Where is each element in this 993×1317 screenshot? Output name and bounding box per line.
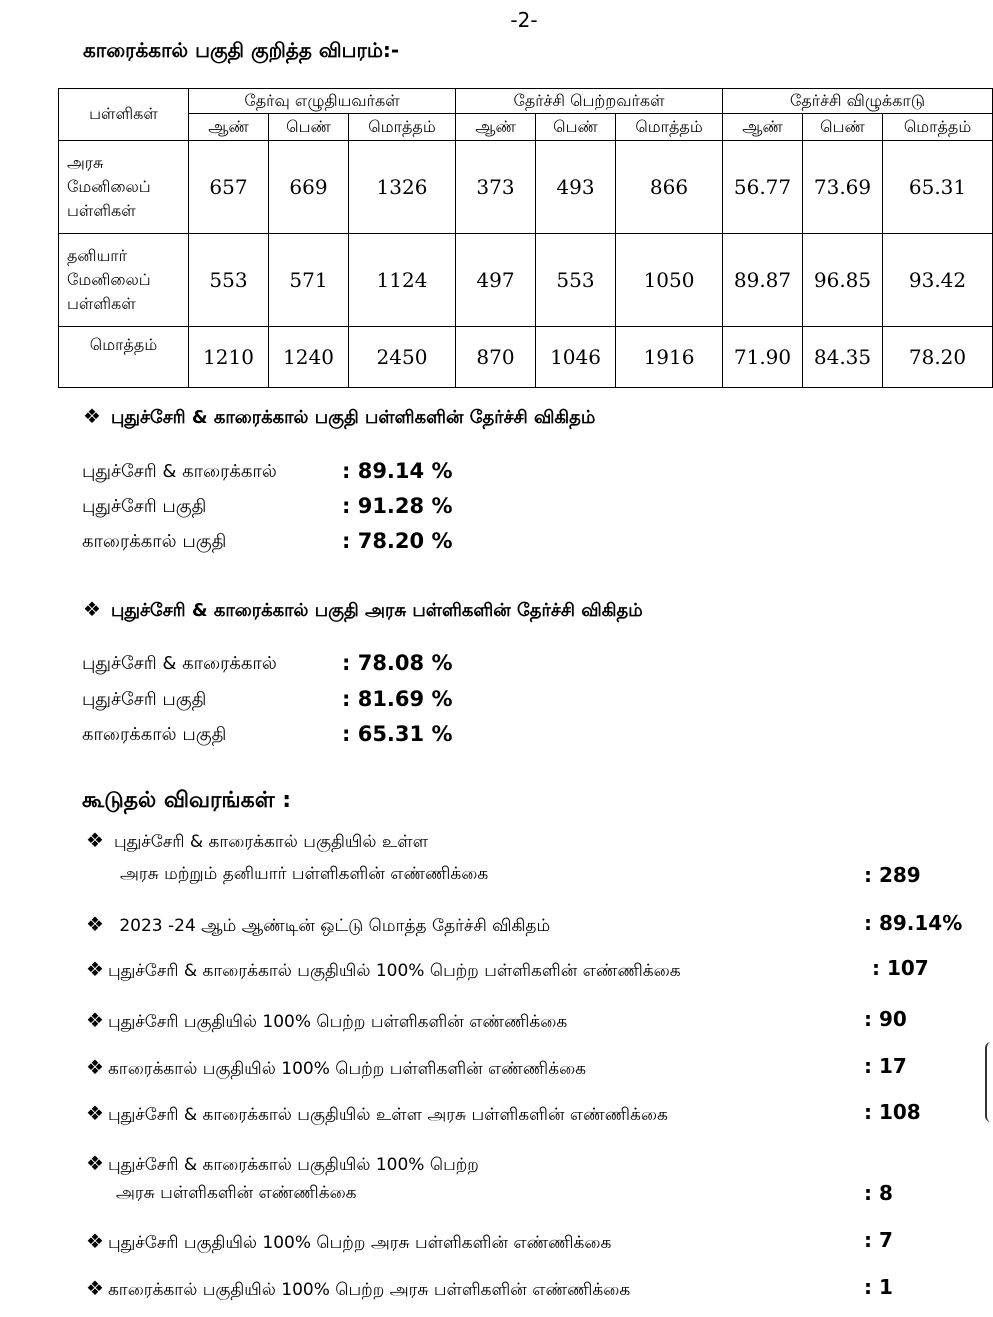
- detail-item: [86, 912, 550, 938]
- table-cell: 56.77: [723, 141, 803, 234]
- detail-text: புதுச்சேரி பகுதியில் 100% பெற்ற பள்ளிகளின் எண்ணிக்கை: [107, 1012, 568, 1032]
- detail-item: [86, 957, 681, 983]
- detail-value: : 289: [864, 863, 921, 887]
- detail-item: [86, 1008, 567, 1034]
- detail-text: 2023 -24 ஆம் ஆண்டின் ஒட்டு மொத்த தேர்ச்சி விகிதம்: [113, 916, 551, 936]
- rate-label: காரைக்கால் பகுதி: [82, 531, 227, 552]
- table-cell: 571: [269, 234, 349, 327]
- group-header-pass-percentage: தேர்ச்சி விழுக்காடு: [723, 89, 993, 114]
- diamond-bullet-icon: ❖: [86, 912, 104, 936]
- row-label-total: மொத்தம்: [59, 327, 189, 388]
- detail-item: [86, 1229, 611, 1255]
- rate-label: புதுச்சேரி பகுதி: [82, 689, 207, 710]
- table-cell: 553: [189, 234, 269, 327]
- table-cell: 89.87: [723, 234, 803, 327]
- detail-value: : 107: [872, 956, 929, 980]
- rate-value: : 65.31 %: [342, 722, 453, 746]
- rate-value: : 89.14 %: [342, 459, 453, 483]
- rate-value: : 78.08 %: [342, 651, 453, 675]
- detail-text: புதுச்சேரி & காரைக்கால் பகுதியில் 100% பெற்ற பள்ளிகளின் எண்ணிக்கை: [107, 961, 681, 981]
- table-cell: 373: [456, 141, 536, 234]
- detail-text: புதுச்சேரி & காரைக்கால் பகுதியில் 100% பெற்ற: [107, 1155, 479, 1175]
- diamond-bullet-icon: ❖: [86, 1229, 104, 1253]
- govt-pass-heading: [83, 597, 643, 623]
- detail-item: [86, 1151, 479, 1177]
- diamond-bullet-icon: ❖: [83, 597, 101, 621]
- row-label-line: அரசு: [67, 153, 104, 172]
- table-cell: 1050: [616, 234, 723, 327]
- detail-text: காரைக்கால் பகுதியில் 100% பெற்ற பள்ளிகளின் எண்ணிக்கை: [107, 1059, 587, 1079]
- table-row-govt: [59, 141, 993, 234]
- detail-item: [86, 1276, 630, 1302]
- section-title: காரைக்கால் பகுதி குறித்த விபரம்:-: [83, 38, 400, 62]
- detail-item: [86, 1055, 586, 1081]
- detail-item: [86, 828, 428, 854]
- table-cell: 657: [189, 141, 269, 234]
- table-cell: 669: [269, 141, 349, 234]
- table-cell: 553: [536, 234, 616, 327]
- detail-value: : 17: [864, 1054, 907, 1078]
- diamond-bullet-icon: ❖: [86, 1055, 104, 1079]
- table-row-total: [59, 327, 993, 388]
- table-cell: 1210: [189, 327, 269, 388]
- detail-value: : 8: [864, 1181, 893, 1205]
- diamond-bullet-icon: ❖: [83, 404, 101, 428]
- subheader-cell: பெண்: [536, 114, 616, 141]
- results-table: [58, 88, 993, 388]
- subheader-cell: பெண்: [803, 114, 883, 141]
- rate-label: புதுச்சேரி & காரைக்கால்: [82, 461, 277, 482]
- table-cell: 2450: [349, 327, 456, 388]
- table-cell: 93.42: [883, 234, 993, 327]
- diamond-bullet-icon: ❖: [86, 1101, 104, 1125]
- table-cell: 65.31: [883, 141, 993, 234]
- row-label-govt: [59, 141, 189, 234]
- detail-text: புதுச்சேரி & காரைக்கால் பகுதியில் உள்ள: [113, 832, 428, 852]
- heading-text: புதுச்சேரி & காரைக்கால் பகுதி பள்ளிகளின் தேர்ச்சி விகிதம்: [110, 407, 596, 428]
- diamond-bullet-icon: ❖: [86, 1276, 104, 1300]
- schools-header: பள்ளிகள்: [59, 89, 189, 141]
- detail-text-line2: அரசு பள்ளிகளின் எண்ணிக்கை: [116, 1183, 357, 1203]
- detail-item: [86, 1101, 668, 1127]
- diamond-bullet-icon: ❖: [86, 957, 104, 981]
- table-cell: 493: [536, 141, 616, 234]
- detail-text: காரைக்கால் பகுதியில் 100% பெற்ற அரசு பள்ளிகளின் எண்ணிக்கை: [107, 1280, 631, 1300]
- detail-value: : 1: [864, 1275, 893, 1299]
- subheader-cell: ஆண்: [723, 114, 803, 141]
- table-cell: 1240: [269, 327, 349, 388]
- table-cell: 73.69: [803, 141, 883, 234]
- group-header-appeared: தேர்வு எழுதியவர்கள்: [189, 89, 456, 114]
- table-cell: 866: [616, 141, 723, 234]
- detail-text: புதுச்சேரி பகுதியில் 100% பெற்ற அரசு பள்ளிகளின் எண்ணிக்கை: [107, 1233, 612, 1253]
- table-cell: 1326: [349, 141, 456, 234]
- extra-details-title: கூடுதல் விவரங்கள் :: [82, 788, 292, 813]
- subheader-cell: மொத்தம்: [883, 114, 993, 141]
- overall-pass-heading: [83, 404, 595, 430]
- detail-value: : 89.14%: [864, 911, 963, 935]
- detail-value: : 90: [864, 1007, 907, 1031]
- subheader-cell: ஆண்: [189, 114, 269, 141]
- table-cell: 71.90: [723, 327, 803, 388]
- table-cell: 1046: [536, 327, 616, 388]
- subheader-cell: பெண்: [269, 114, 349, 141]
- table-row-private: [59, 234, 993, 327]
- row-label-line: தனியார்: [67, 246, 127, 265]
- table-cell: 497: [456, 234, 536, 327]
- table-cell: 870: [456, 327, 536, 388]
- rate-value: : 78.20 %: [342, 529, 453, 553]
- detail-value: : 7: [864, 1228, 893, 1252]
- row-label-line: மேனிலைப்: [67, 270, 151, 289]
- detail-text-line2: அரசு மற்றும் தனியார் பள்ளிகளின் எண்ணிக்கை: [120, 864, 489, 884]
- rate-label: புதுச்சேரி பகுதி: [82, 496, 207, 517]
- subheader-cell: மொத்தம்: [349, 114, 456, 141]
- rate-label: புதுச்சேரி & காரைக்கால்: [82, 653, 277, 674]
- rate-label: காரைக்கால் பகுதி: [82, 724, 227, 745]
- row-label-line: பள்ளிகள்: [67, 294, 136, 313]
- row-label-line: பள்ளிகள்: [67, 201, 136, 220]
- heading-text: புதுச்சேரி & காரைக்கால் பகுதி அரசு பள்ளிகளின் தேர்ச்சி விகிதம்: [110, 600, 643, 621]
- subheader-cell: ஆண்: [456, 114, 536, 141]
- page-number: -2-: [510, 8, 538, 32]
- table-cell: 84.35: [803, 327, 883, 388]
- row-label-private: [59, 234, 189, 327]
- table-cell: 1124: [349, 234, 456, 327]
- page-edge-mark: [985, 1042, 993, 1122]
- diamond-bullet-icon: ❖: [86, 828, 104, 852]
- subheader-cell: மொத்தம்: [616, 114, 723, 141]
- table-cell: 1916: [616, 327, 723, 388]
- rate-value: : 81.69 %: [342, 687, 453, 711]
- rate-value: : 91.28 %: [342, 494, 453, 518]
- diamond-bullet-icon: ❖: [86, 1008, 104, 1032]
- detail-text: புதுச்சேரி & காரைக்கால் பகுதியில் உள்ள அரசு பள்ளிகளின் எண்ணிக்கை: [107, 1105, 668, 1125]
- group-header-passed: தேர்ச்சி பெற்றவர்கள்: [456, 89, 723, 114]
- table-cell: 96.85: [803, 234, 883, 327]
- detail-value: : 108: [864, 1100, 921, 1124]
- diamond-bullet-icon: ❖: [86, 1151, 104, 1175]
- table-cell: 78.20: [883, 327, 993, 388]
- row-label-line: மேனிலைப்: [67, 177, 151, 196]
